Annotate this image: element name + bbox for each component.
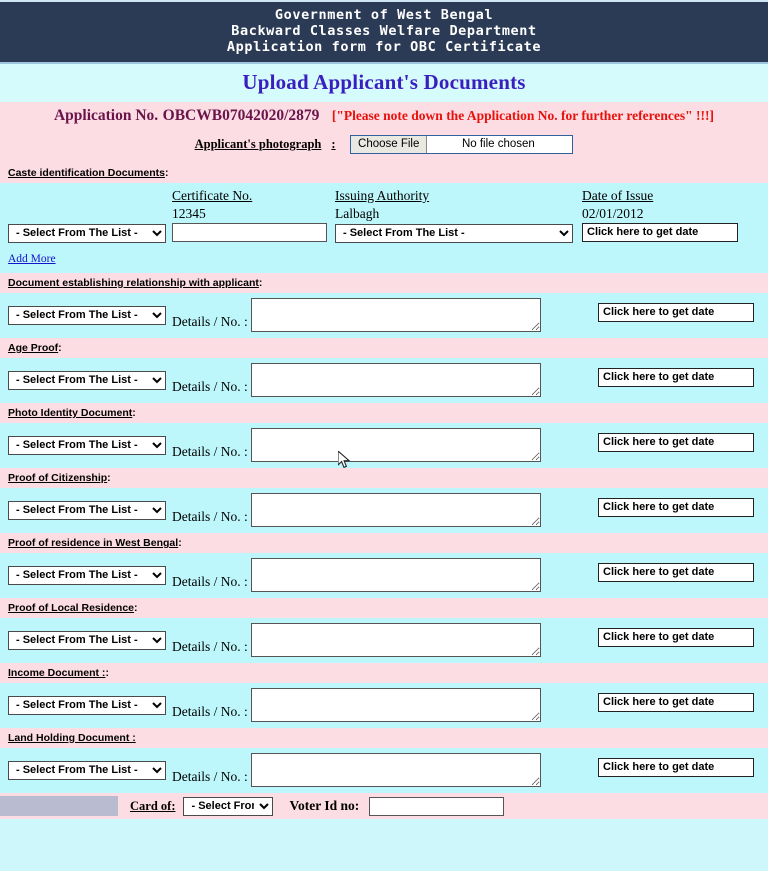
date-of-issue-value: 02/01/2012 xyxy=(582,206,644,221)
date-picker-button-4[interactable]: Click here to get date xyxy=(598,563,754,582)
document-row-4 xyxy=(0,553,768,598)
date-picker-button-2[interactable]: Click here to get date xyxy=(598,433,754,452)
section-label-colon-0: : xyxy=(258,277,263,289)
photograph-label: Applicant's photograph xyxy=(194,137,322,151)
details-label-6: Details / No. : xyxy=(172,704,248,719)
section-label-band-7 xyxy=(0,728,768,748)
caste-document-type-select[interactable] xyxy=(8,224,166,243)
date-picker-button-0[interactable]: Click here to get date xyxy=(598,303,754,322)
document-type-cell-6 xyxy=(0,695,172,715)
document-type-cell-1 xyxy=(0,370,172,390)
document-type-cell-4 xyxy=(0,565,172,585)
header-line-formtype: Application form for OBC Certificate xyxy=(226,39,542,55)
date-picker-button-3[interactable]: Click here to get date xyxy=(598,498,754,517)
details-textarea-1[interactable] xyxy=(251,363,541,397)
section-label-5 xyxy=(0,598,768,618)
file-status-text: No file chosen xyxy=(461,138,535,150)
application-number-band xyxy=(0,102,768,131)
document-row-1 xyxy=(0,358,768,403)
page-header xyxy=(0,0,768,64)
details-textarea-7[interactable] xyxy=(251,753,541,787)
date-picker-button-7[interactable]: Click here to get date xyxy=(598,758,754,777)
photograph-file-input[interactable] xyxy=(350,135,573,154)
section-label-colon-2: : xyxy=(132,407,136,419)
section-label-colon-3: : xyxy=(107,472,111,484)
document-row-0 xyxy=(0,293,768,338)
date-picker-button-1[interactable]: Click here to get date xyxy=(598,368,754,387)
application-number-label: Application No. xyxy=(53,107,159,124)
left-grey-block xyxy=(0,796,118,816)
details-textarea-5[interactable] xyxy=(251,623,541,657)
caste-type-select-cell xyxy=(0,223,172,243)
issuing-authority-select-cell xyxy=(335,223,582,243)
header-line-government: Government of West Bengal xyxy=(274,7,494,23)
details-label-5: Details / No. : xyxy=(172,639,248,654)
caste-section-body xyxy=(0,183,768,273)
caste-header-row xyxy=(0,187,768,205)
section-label-0 xyxy=(0,273,768,293)
photograph-band xyxy=(0,131,768,163)
details-label-0: Details / No. : xyxy=(172,314,248,329)
date-cell-2 xyxy=(598,433,768,457)
section-label-6 xyxy=(0,663,768,683)
application-number-value: OBCWB07042020/2879 xyxy=(162,107,320,124)
section-label-band-0 xyxy=(0,273,768,293)
section-label-colon-1: : xyxy=(58,342,62,354)
date-cell-6 xyxy=(598,693,768,717)
date-cell-7 xyxy=(598,758,768,782)
caste-type-header-spacer xyxy=(0,187,172,205)
photograph-label-colon: : xyxy=(331,137,336,151)
card-of-label: Card of: xyxy=(130,798,176,813)
caste-section-label-text: Caste identification Documents xyxy=(8,167,165,179)
date-of-issue-header-cell xyxy=(582,187,768,205)
title-band xyxy=(0,64,768,102)
document-type-select-7[interactable] xyxy=(8,761,166,780)
section-label-band-2 xyxy=(0,403,768,423)
details-label-4: Details / No. : xyxy=(172,574,248,589)
add-more-link[interactable]: Add More xyxy=(8,253,56,265)
header-line-department: Backward Classes Welfare Department xyxy=(231,23,537,39)
caste-value-row xyxy=(0,205,768,223)
page-title: Upload Applicant's Documents xyxy=(242,70,526,94)
issuing-authority-header: Issuing Authority xyxy=(335,188,430,203)
choose-file-button[interactable]: Choose File xyxy=(351,136,427,153)
card-voter-row xyxy=(0,793,768,819)
issuing-authority-value-cell xyxy=(335,205,582,223)
certificate-no-input[interactable] xyxy=(172,223,327,242)
date-cell-1 xyxy=(598,368,768,392)
caste-section-label-band xyxy=(0,163,768,183)
document-type-cell-0 xyxy=(0,305,172,325)
section-label-text-2: Photo Identity Document xyxy=(8,407,133,419)
document-type-select-1[interactable] xyxy=(8,371,166,390)
voter-id-input[interactable] xyxy=(369,797,504,816)
section-label-colon-4: : xyxy=(178,537,182,549)
date-cell-4 xyxy=(598,563,768,587)
document-type-cell-2 xyxy=(0,435,172,455)
caste-type-value-spacer xyxy=(0,205,172,223)
document-row-7 xyxy=(0,748,768,793)
caste-section-label xyxy=(0,163,768,183)
details-textarea-2[interactable] xyxy=(251,428,541,462)
section-label-band-1 xyxy=(0,338,768,358)
caste-date-picker-button[interactable]: Click here to get date xyxy=(582,223,738,242)
section-label-colon-6: : xyxy=(105,667,109,679)
document-row-3 xyxy=(0,488,768,533)
document-type-select-6[interactable] xyxy=(8,696,166,715)
document-type-cell-7 xyxy=(0,760,172,780)
section-label-7 xyxy=(0,728,768,748)
voter-id-label: Voter Id no: xyxy=(289,798,360,813)
certificate-no-header-cell xyxy=(172,187,335,205)
details-label-3: Details / No. : xyxy=(172,509,248,524)
section-label-text-1: Age Proof xyxy=(8,342,59,354)
document-sections-container xyxy=(0,273,768,793)
details-label-7: Details / No. : xyxy=(172,769,248,784)
date-of-issue-value-cell xyxy=(582,205,768,223)
application-number-note: ["Please note down the Application No. for further references" !!!] xyxy=(331,108,715,123)
section-label-4 xyxy=(0,533,768,553)
details-textarea-6[interactable] xyxy=(251,688,541,722)
details-label-1: Details / No. : xyxy=(172,379,248,394)
issuing-authority-header-cell xyxy=(335,187,582,205)
caste-input-row xyxy=(0,223,768,247)
date-of-issue-header: Date of Issue xyxy=(582,188,654,203)
issuing-authority-select[interactable] xyxy=(335,224,573,243)
section-label-text-6: Income Document : xyxy=(8,667,106,679)
card-of-select[interactable] xyxy=(183,797,273,816)
section-label-band-5 xyxy=(0,598,768,618)
date-cell-0 xyxy=(598,303,768,327)
document-row-5 xyxy=(0,618,768,663)
caste-date-cell xyxy=(582,223,768,247)
issuing-authority-value: Lalbagh xyxy=(335,206,380,221)
document-row-2 xyxy=(0,423,768,468)
section-label-text-0: Document establishing relationship with applicant xyxy=(8,277,259,289)
section-label-2 xyxy=(0,403,768,423)
section-label-1 xyxy=(0,338,768,358)
document-row-6 xyxy=(0,683,768,728)
date-cell-3 xyxy=(598,498,768,522)
section-label-3 xyxy=(0,468,768,488)
date-picker-button-5[interactable]: Click here to get date xyxy=(598,628,754,647)
certificate-no-header: Certificate No. xyxy=(172,188,253,203)
document-type-select-2[interactable] xyxy=(8,436,166,455)
section-label-band-6 xyxy=(0,663,768,683)
section-label-text-7: Land Holding Document : xyxy=(8,732,136,744)
certificate-no-value-cell xyxy=(172,205,335,223)
section-label-text-4: Proof of residence in West Bengal xyxy=(8,537,179,549)
certificate-no-value: 12345 xyxy=(172,206,206,221)
document-type-select-5[interactable] xyxy=(8,631,166,650)
section-label-text-5: Proof of Local Residence xyxy=(8,602,135,614)
section-label-text-3: Proof of Citizenship xyxy=(8,472,108,484)
document-type-cell-3 xyxy=(0,500,172,520)
details-textarea-4[interactable] xyxy=(251,558,541,592)
details-textarea-0[interactable] xyxy=(251,298,541,332)
details-label-2: Details / No. : xyxy=(172,444,248,459)
date-picker-button-6[interactable]: Click here to get date xyxy=(598,693,754,712)
document-type-select-4[interactable] xyxy=(8,566,166,585)
date-cell-5 xyxy=(598,628,768,652)
section-label-band-4 xyxy=(0,533,768,553)
certificate-no-input-cell xyxy=(172,223,335,242)
document-type-select-3[interactable] xyxy=(8,501,166,520)
section-label-colon-5: : xyxy=(134,602,138,614)
document-type-select-0[interactable] xyxy=(8,306,166,325)
document-type-cell-5 xyxy=(0,630,172,650)
details-textarea-3[interactable] xyxy=(251,493,541,527)
section-label-band-3 xyxy=(0,468,768,488)
caste-section-label-colon: : xyxy=(164,167,169,179)
